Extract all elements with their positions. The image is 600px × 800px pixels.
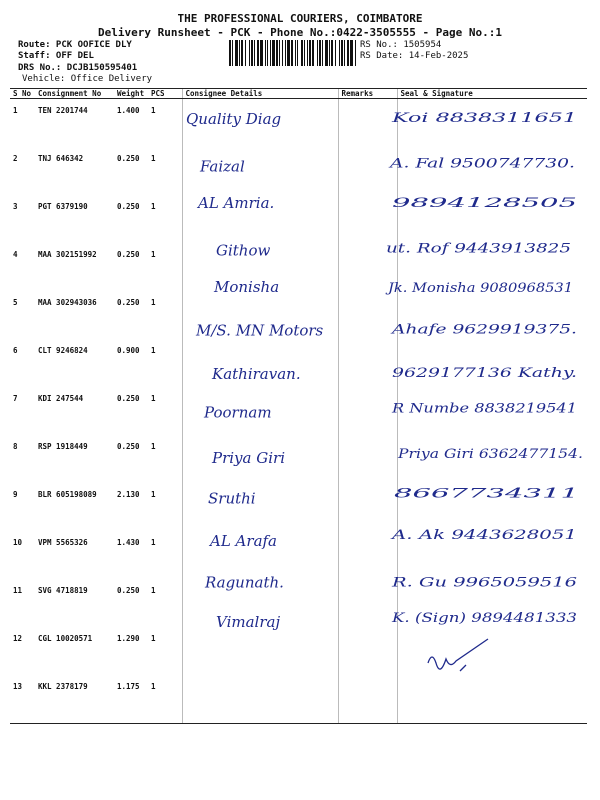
runsheet-subtitle: Delivery Runsheet - PCK - Phone No.:0422-3505555 - Page No.:1 xyxy=(98,26,502,39)
handwritten-signature: 8667734311 xyxy=(394,486,579,502)
barcode-bar xyxy=(249,40,250,66)
cell-remarks xyxy=(338,627,397,675)
cell-sno: 1 xyxy=(13,106,18,115)
barcode-bar xyxy=(291,40,293,66)
barcode-bar xyxy=(239,40,240,66)
barcode-bar xyxy=(317,40,318,66)
rs-date: RS Date: 14-Feb-2025 xyxy=(360,51,469,61)
handwritten-consignee: Sruthi xyxy=(208,489,256,508)
handwritten-consignee: Vimalraj xyxy=(216,613,281,631)
handwritten-consignee: AL Amria. xyxy=(198,194,275,212)
cell-pcs: 1 xyxy=(151,538,156,547)
header-consignment-no: Consignment No xyxy=(35,89,114,99)
rs-number: RS No.: 1505954 xyxy=(360,40,442,50)
cell-weight: 0.250 xyxy=(117,586,140,595)
cell-weight: 0.250 xyxy=(117,250,140,259)
handwritten-signature: K. (Sign) 9894481333 xyxy=(390,611,577,626)
drs-number xyxy=(18,63,137,73)
handwritten-consignee: Kathiravan. xyxy=(212,365,301,383)
route-label: Route: PCK OOFICE DLY xyxy=(18,40,132,50)
drs-number-value: DCJB150595401 xyxy=(66,63,138,73)
cell-weight: 0.250 xyxy=(117,394,140,403)
handwritten-signature: Jk. Monisha 9080968531 xyxy=(384,281,573,296)
cell-consignment-no: RSP 1918449 xyxy=(38,442,88,451)
barcode-bar xyxy=(322,40,323,66)
cell-sno: 7 xyxy=(13,394,18,403)
barcode-bar xyxy=(282,40,283,66)
barcode-bar xyxy=(301,40,303,66)
cell-pcs: 1 xyxy=(151,154,156,163)
cell-remarks xyxy=(338,675,397,724)
handwritten-signature: ut. Rof 9443913825 xyxy=(386,241,571,257)
barcode-bar xyxy=(260,40,263,66)
cell-consignment-no: BLR 605198089 xyxy=(38,490,97,499)
cell-weight: 1.430 xyxy=(117,538,140,547)
cell-pcs: 1 xyxy=(151,106,156,115)
handwritten-signature: R Numbe 8838219541 xyxy=(390,401,577,417)
header-sno: S No xyxy=(10,89,35,99)
vehicle-label: Vehicle: Office Delivery xyxy=(22,74,153,84)
header-remarks: Remarks xyxy=(338,89,397,99)
handwritten-signature: 9629177136 Kathy. xyxy=(392,366,577,381)
barcode-bar xyxy=(251,40,253,66)
staff-label: Staff: OFF DEL xyxy=(18,51,94,61)
barcode-bar xyxy=(312,40,314,66)
table-row xyxy=(10,675,587,724)
cell-sno: 5 xyxy=(13,298,18,307)
handwritten-signature: Koi 8838311651 xyxy=(390,111,577,126)
cell-pcs: 1 xyxy=(151,442,156,451)
cell-pcs: 1 xyxy=(151,250,156,259)
cell-weight: 0.250 xyxy=(117,202,140,211)
handwritten-consignee: Priya Giri xyxy=(212,449,285,467)
cell-weight: 0.900 xyxy=(117,346,140,355)
cell-consignee xyxy=(182,627,338,675)
barcode-bar xyxy=(331,40,333,66)
handwritten-signature: 9894128505 xyxy=(392,196,577,211)
barcode-bar xyxy=(241,40,243,66)
cell-consignment-no: VPM 5565326 xyxy=(38,538,88,547)
handwritten-consignee: Ragunath. xyxy=(205,573,284,592)
barcode-bar xyxy=(304,40,305,66)
cell-weight: 0.250 xyxy=(117,154,140,163)
barcode-bar xyxy=(347,40,349,66)
cell-pcs: 1 xyxy=(151,202,156,211)
barcode-bar xyxy=(319,40,321,66)
cell-weight: 1.290 xyxy=(117,634,140,643)
cell-pcs: 1 xyxy=(151,394,156,403)
header-weight: Weight xyxy=(114,89,148,99)
cell-weight: 2.130 xyxy=(117,490,140,499)
handwritten-signature: R. Gu 9965059516 xyxy=(390,575,577,591)
cell-sno: 3 xyxy=(13,202,18,211)
barcode-bar xyxy=(265,40,266,66)
barcode-bar xyxy=(329,40,330,66)
barcode-bar xyxy=(341,40,343,66)
header-seal-signature: Seal & Signature xyxy=(397,89,587,99)
cell-pcs: 1 xyxy=(151,346,156,355)
cell-consignment-no: CGL 10020571 xyxy=(38,634,93,643)
cell-consignment-no: KKL 2378179 xyxy=(35,675,114,724)
barcode-bar xyxy=(350,40,353,66)
barcode-bar xyxy=(235,40,238,66)
handwritten-consignee: Monisha xyxy=(214,278,280,296)
cell-consignment-no: CLT 9246824 xyxy=(38,346,88,355)
barcode-bar xyxy=(309,40,311,66)
barcode-bar xyxy=(325,40,328,66)
handwritten-signature: Priya Giri 6362477154. xyxy=(396,447,583,462)
cell-pcs: 1 xyxy=(151,490,156,499)
cell-weight: 1.175 xyxy=(114,675,148,724)
cell-sno: 11 xyxy=(13,586,23,595)
cell-consignment-no: TEN 2201744 xyxy=(38,106,88,115)
cell-consignment-no: TNJ 646342 xyxy=(38,154,84,163)
barcode-bar xyxy=(270,40,271,66)
cell-weight: 0.250 xyxy=(117,298,140,307)
cell-seal xyxy=(397,627,587,675)
cell-consignment-no: KDI 247544 xyxy=(38,394,84,403)
barcode-bar xyxy=(297,40,298,66)
barcode-bar xyxy=(355,40,356,66)
barcode-bar xyxy=(245,40,246,66)
cell-sno: 2 xyxy=(13,154,18,163)
company-title: THE PROFESSIONAL COURIERS, COIMBATORE xyxy=(177,12,423,25)
cell-pcs: 1 xyxy=(151,298,156,307)
cell-sno: 8 xyxy=(13,442,18,451)
cell-sno: 13 xyxy=(10,675,35,724)
barcode-bar xyxy=(232,40,233,66)
barcode-bar xyxy=(287,40,290,66)
cell-consignment-no: MAA 302943036 xyxy=(38,298,97,307)
handwritten-consignee: M/S. MN Motors xyxy=(196,321,324,340)
barcode-bar xyxy=(279,40,280,66)
cell-pcs: 1 xyxy=(148,675,182,724)
barcode-bar xyxy=(295,40,296,66)
table-row xyxy=(10,627,587,675)
cell-consignment-no: MAA 302151992 xyxy=(38,250,97,259)
barcode-bar xyxy=(307,40,308,66)
header-pcs: PCS xyxy=(148,89,182,99)
drs-number-label: DRS No.: xyxy=(18,63,62,73)
cell-sno: 10 xyxy=(13,538,23,547)
cell-sno: 9 xyxy=(13,490,18,499)
cell-sno: 4 xyxy=(13,250,18,259)
handwritten-signature: A. Fal 9500747730. xyxy=(388,156,575,172)
cell-weight: 1.400 xyxy=(117,106,140,115)
barcode-bar xyxy=(276,40,278,66)
barcode-bar xyxy=(229,40,231,66)
barcode-bar xyxy=(257,40,259,66)
header-consignee-details: Consignee Details xyxy=(182,89,338,99)
handwritten-consignee: Poornam xyxy=(204,403,272,422)
cell-pcs: 1 xyxy=(151,586,156,595)
handwritten-consignee: AL Arafa xyxy=(210,532,278,550)
cell-consignee xyxy=(182,675,338,724)
barcode-image xyxy=(229,40,356,66)
barcode-bar xyxy=(339,40,340,66)
barcode-bar xyxy=(272,40,275,66)
handwritten-signature: A. Ak 9443628051 xyxy=(390,528,577,543)
handwritten-consignee: Githow xyxy=(216,241,271,260)
cell-sno: 12 xyxy=(13,634,23,643)
barcode-bar xyxy=(254,40,255,66)
cell-sno: 6 xyxy=(13,346,18,355)
handwritten-consignee: Quality Diag xyxy=(186,110,282,128)
cell-pcs: 1 xyxy=(151,634,156,643)
cell-consignment-no: SVG 4718819 xyxy=(38,586,88,595)
barcode-bar xyxy=(344,40,345,66)
barcode-bar xyxy=(267,40,268,66)
cell-seal xyxy=(397,675,587,724)
cell-weight: 0.250 xyxy=(117,442,140,451)
barcode-bar xyxy=(335,40,336,66)
barcode-bar xyxy=(285,40,286,66)
handwritten-signature: Ahafe 9629919375. xyxy=(390,322,577,338)
cell-consignment-no: PGT 6379190 xyxy=(38,202,88,211)
handwritten-consignee: Faizal xyxy=(200,157,245,176)
